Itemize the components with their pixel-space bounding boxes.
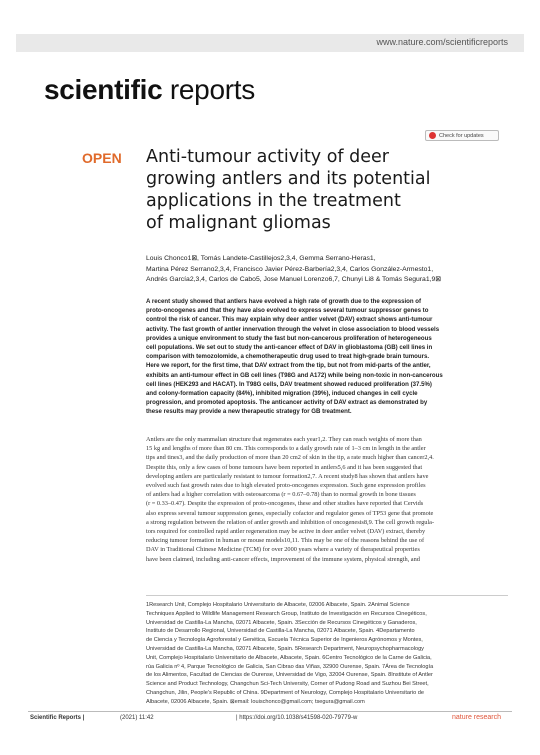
abstract-line: proto-oncogenes and that they have also evolved to express several tumour suppressor genes to	[146, 307, 429, 315]
body-line: also express several tumour suppression genes, especially cofactor and regulator genes of TP53 gene that promote	[146, 509, 434, 517]
abstract-line: provides a unique environment to study the fast but non-cancerous proliferation of heterogeneous	[146, 334, 432, 342]
body-line: Despite this, only a few cases of bone tumours have been reported in antlers5,6 and it has been suggested that	[146, 463, 423, 471]
title-line: applications in the treatment	[146, 191, 401, 211]
body-line: (r = 0.33–0.47). Despite the expression of proto-oncogenes, these and other studies have reported that Cervids	[146, 500, 424, 508]
check-for-updates-button[interactable]	[425, 130, 499, 141]
abstract-line: these results may provide a new therapeutic strategy for GB treatment.	[146, 408, 352, 416]
abstract-line: progression, and promoted apoptosis. The anticancer activity of DAV extract as demonstrated by	[146, 399, 428, 407]
abstract-line: cell populations. We set out to study the anti-cancer effect of DAV in glioblastoma (GB) cell lines in	[146, 344, 433, 352]
author-line: Andrés García2,3,4, Carlos de Cabo5, Jose Manuel Lorenzo6,7, Chunyi Li8 & Tomás Segura1,9⊠	[146, 276, 441, 283]
abstract-line: cell lines (HEK293 and HACAT). In T98G cells, DAV treatment showed reduced proliferation (37.5%)	[146, 380, 432, 388]
update-icon	[429, 132, 436, 139]
body-line: 15 kg and lengths of more than 80 cm. This corresponds to a daily growth rate of 1–3 cm in length in the antler	[146, 445, 426, 453]
affiliation-line: 1Research Unit, Complejo Hospitalario Universitario de Albacete, 02006 Albacete, Spain. 2Animal Science	[146, 602, 410, 608]
body-line: reducing tumour formation in human or mouse models10,11. This may be one of the reasons behind the use of	[146, 537, 425, 545]
title-line: growing antlers and its potential	[146, 169, 431, 189]
header-bar	[16, 34, 524, 52]
logo-light: reports	[162, 74, 255, 105]
body-line: of antlers had a higher correlation with osteosarcoma (r = 0.67–0.78) than to normal growth in bone tissues	[146, 491, 416, 499]
author-line: Louis Chonco1⊠, Tomás Landete-Castillejos2,3,4, Gemma Serrano-Heras1,	[146, 255, 376, 262]
open-access-label: OPEN	[82, 150, 122, 166]
article-title	[146, 146, 516, 234]
body-line: tors required for controlled rapid antler regeneration may be active in deer antler velvet (DAV) extract, thereby	[146, 528, 426, 536]
title-line: of malignant gliomas	[146, 213, 331, 233]
abstract-line: exhibits an anti-tumour effect in GB cell lines (T98G and A172) while being non-toxic in non-cancerous	[146, 371, 443, 379]
body-line: evolved such fast growth rates due to high elevated proto-oncogenes expression. Such gene expression profiles	[146, 482, 426, 490]
abstract-line: and colony-formation capacity (84%), inhibited migration (39%), induced changes in cell cycle	[146, 390, 418, 398]
body-line: tips and tines3, and the daily production of more than 20 cm2 of skin in the tip, a rate much higher than cancer2,4.	[146, 454, 434, 462]
affiliation-line: Science and Product Technology, Changchun Sci-Tech University, Corner of Pudong Road and Suzhou Bei Street,	[146, 681, 429, 688]
abstract-line: activity. The fast growth of antler innervation through the velvet in close association to blood vessels	[146, 325, 440, 333]
abstract-line: A recent study showed that antlers have evolved a high rate of growth due to the expression of	[146, 298, 422, 305]
affiliation-divider	[146, 595, 508, 596]
footer-doi-link[interactable]: | https://doi.org/10.1038/s41598-020-79779-w	[236, 715, 358, 721]
title-line: Anti-tumour activity of deer	[146, 147, 389, 167]
body-line: a strong regulation between the relation of antler growth and inhibition of oncogenesis8,9. The cell growth regula-	[146, 518, 435, 526]
footer-divider	[28, 711, 512, 712]
journal-url[interactable]: www.nature.com/scientificreports	[376, 37, 508, 47]
affiliation-line: Unit, Complejo Hospitalario Universitario de Albacete, Albacete, Spain. 6Centro Tecnológico de la Carne de Galicia,	[146, 654, 432, 661]
affiliation-line: rúa Galicia nº 4, Parque Tecnológico de Galicia, San Cibrao das Viñas, 32900 Ourense, Spain. 7Área de Tecnología	[146, 663, 434, 670]
page-footer	[30, 715, 510, 725]
abstract-line: Here we report, for the first time, that DAV extract from the tip, but not from mid-parts of the antler,	[146, 362, 431, 370]
affiliations	[146, 601, 508, 707]
body-line: DAV in Traditional Chinese Medicine (TCM) for over 2000 years where a variety of therapeutical properties	[146, 546, 420, 554]
affiliation-line: Albacete, 02006 Albacete, Spain. ⊠email: louischonco@gmail.com; tsegura@gmail.com	[146, 698, 365, 705]
publisher-logo: nature research	[452, 714, 502, 721]
author-list	[146, 254, 516, 286]
body-line: have been claimed, including anti-cancer effects, improvement of the immune system, physical strength, and	[146, 555, 420, 563]
abstract	[146, 297, 508, 417]
footer-journal: Scientific Reports |	[30, 715, 85, 721]
affiliation-line: de Ciencia y Tecnología Agroforestal y Genética, Escuela Técnica Superior de Ingenieros Agrónomos y Montes,	[146, 637, 423, 644]
affiliation-line: Changchun, Jilin, People's Republic of China. 9Department of Neurology, Complejo Hospitalario Universitario de	[146, 689, 424, 696]
check-for-updates-label: Check for updates	[439, 132, 484, 139]
journal-logo	[44, 74, 255, 106]
abstract-line: comparison with temozolomide, a chemotherapeutic drug used to treat high-grade brain tumours.	[146, 353, 430, 361]
footer-volume: (2021) 11:42	[120, 715, 154, 721]
author-line: Martina Pérez Serrano2,3,4, Francisco Javier Pérez-Barbería2,3,4, Carlos González-Armesto1,	[146, 265, 434, 273]
body-line: Antlers are the only mammalian structure that regenerates each year1,2. They can reach weights of more than	[146, 436, 422, 443]
logo-bold: scientific	[44, 74, 163, 105]
affiliation-line: Instituto de Desarrollo Regional, Universidad de Castilla-La Mancha, 02071 Albacete, Spain. 4Departamento	[146, 628, 415, 635]
affiliation-line: Techniques Applied to Wildlife Management Research Group, Instituto de Investigación en Recursos Cinegéticos,	[146, 610, 427, 617]
affiliation-line: de los Alimentos, Facultad de Ciencias de Ourense, Universidad de Vigo, 32004 Ourense, Spain. 8Institute of Antler	[146, 672, 433, 679]
affiliation-line: Universidad de Castilla-La Mancha, 02071 Albacete, Spain. 5Research Department, Neuropsychopharmacology	[146, 645, 424, 652]
body-line: developing antlers are particularly resistant to tumour formation2,7. A recent study8 has shown that antlers have	[146, 472, 429, 480]
abstract-line: control the risk of cancer. This may explain why deer antler velvet (DAV) extract shows anti-tumour	[146, 316, 433, 324]
body-text	[146, 435, 508, 564]
affiliation-line: Universidad de Castilla-La Mancha, 02071 Albacete, Spain. 3Sección de Recursos Cinegéticos y Ganaderos,	[146, 619, 417, 626]
